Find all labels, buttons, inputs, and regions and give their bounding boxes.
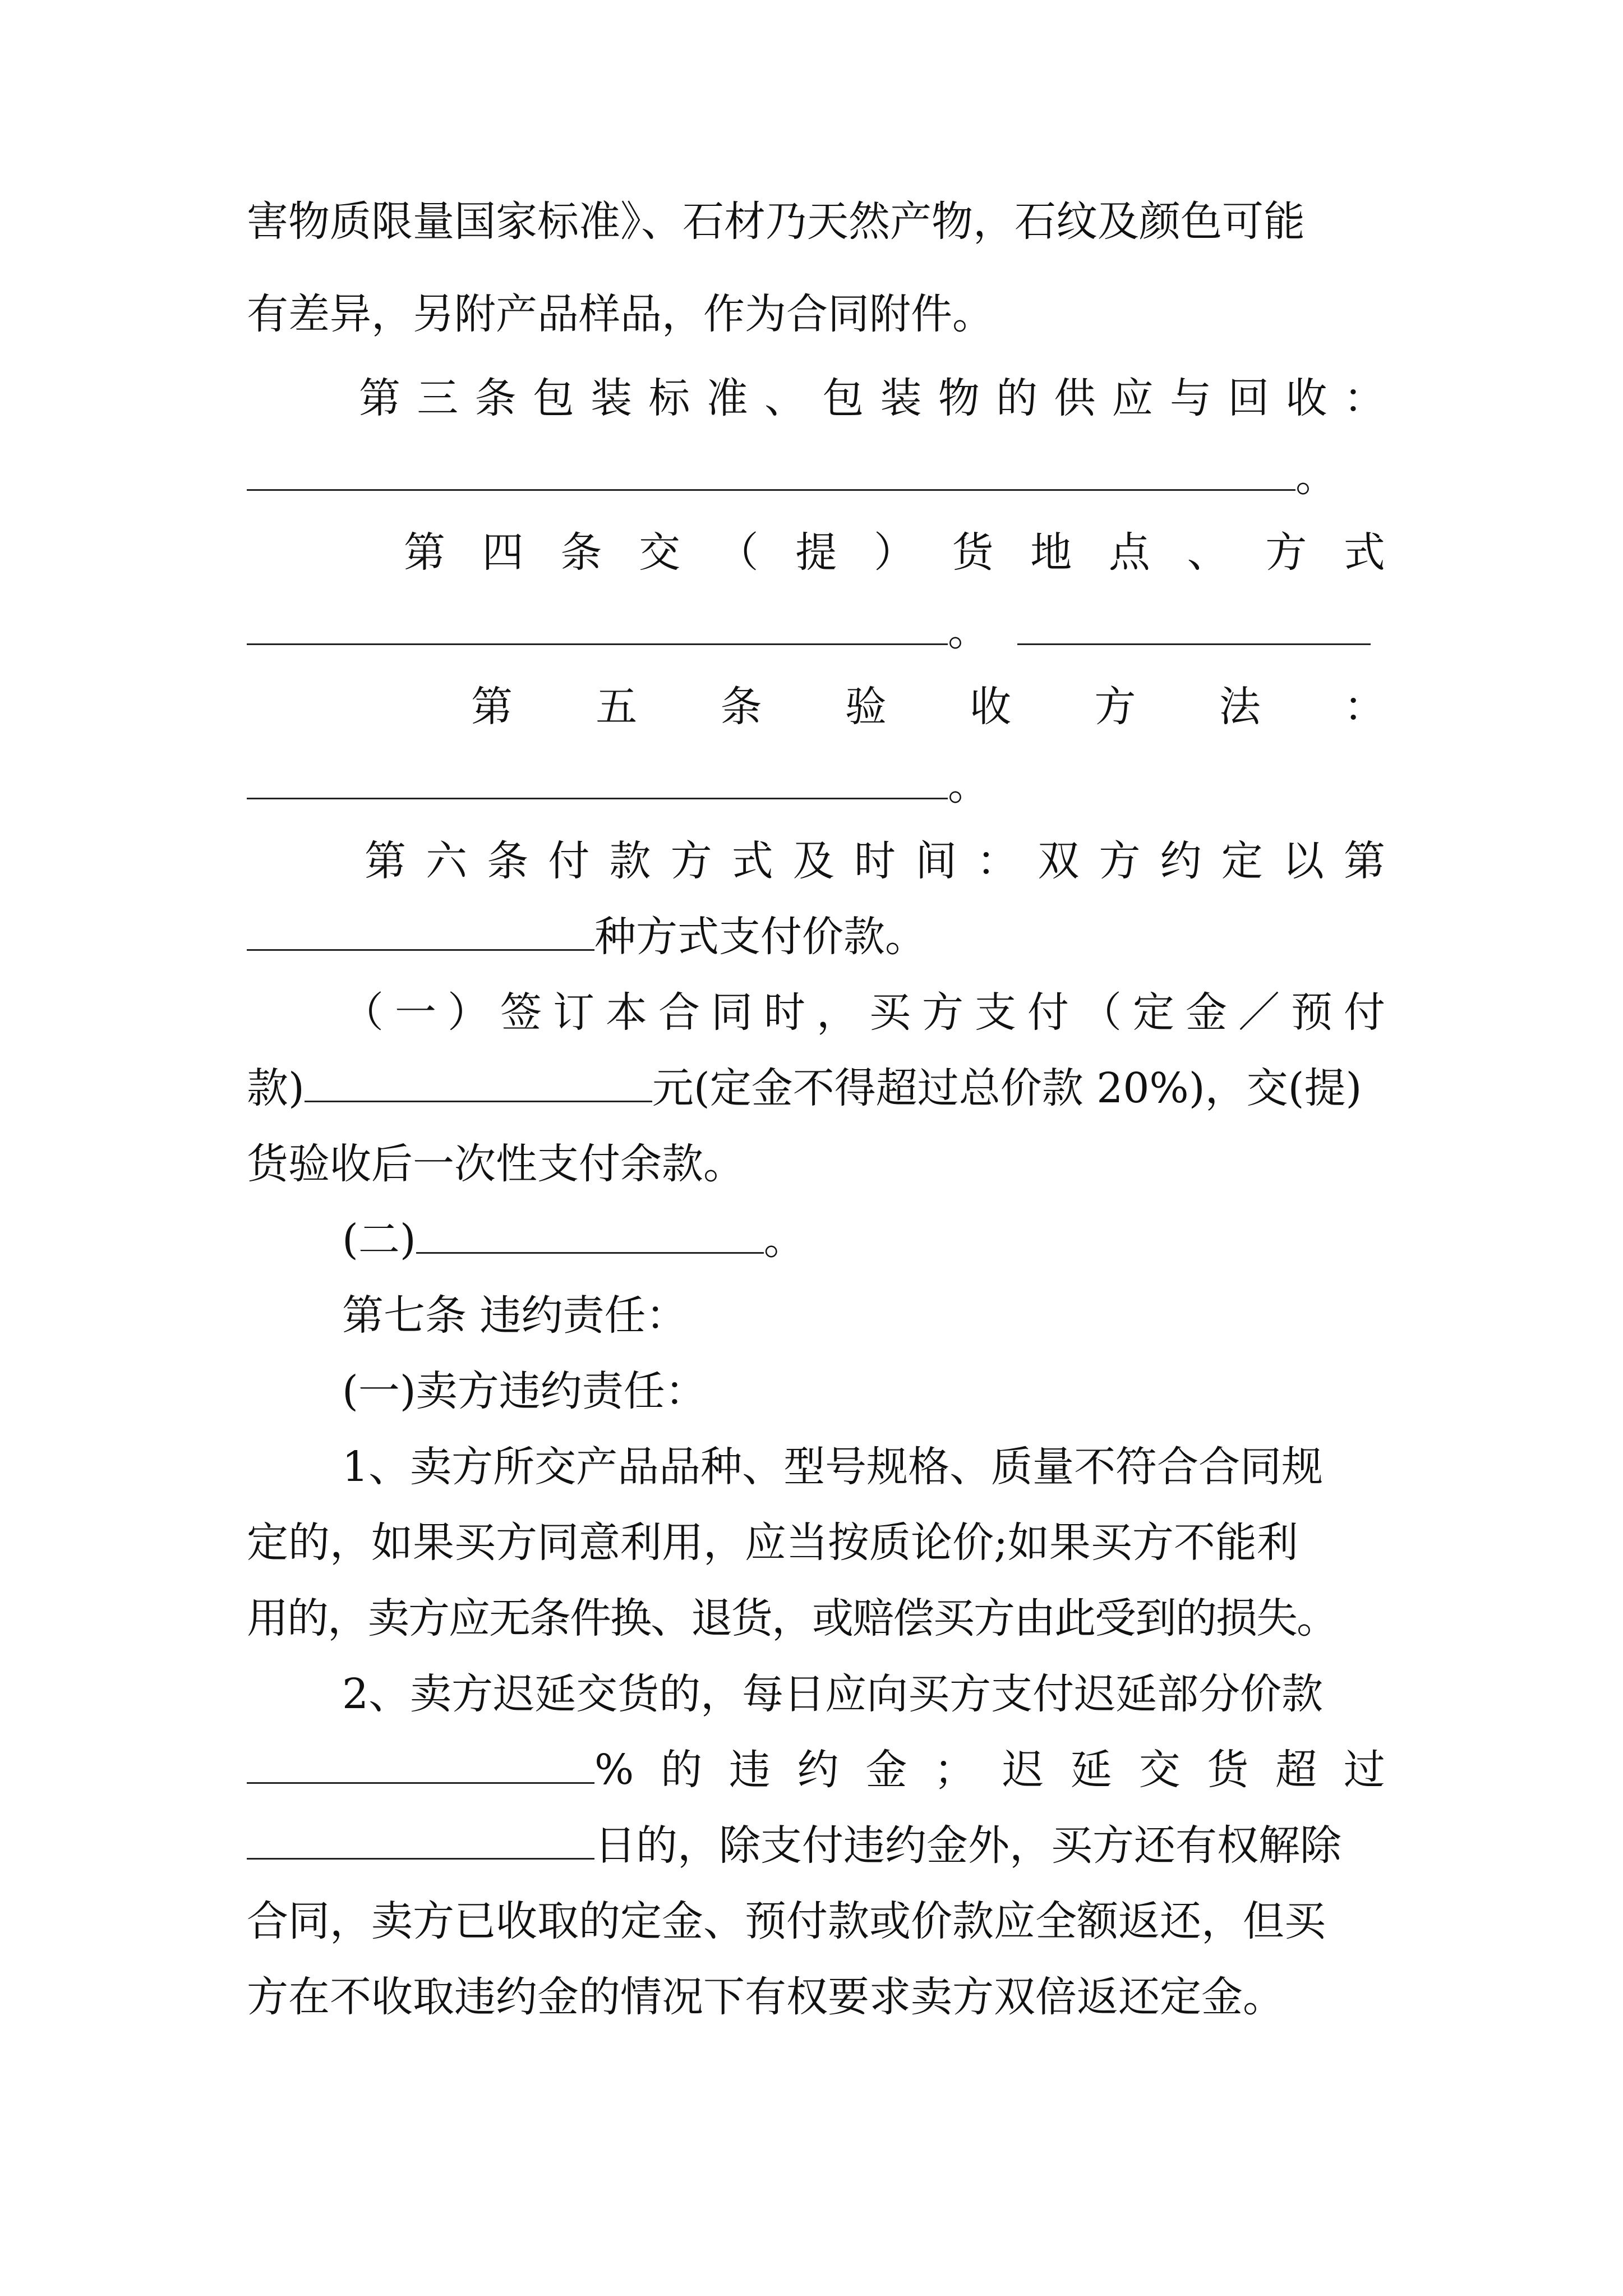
fill-in-blank[interactable] [416,1217,764,1254]
article-6-heading: 第 六 条 付 款 方 式 及 时 间 ： 双 方 约 定 以 第 [365,837,1385,885]
paragraph-text: (二) [342,1216,416,1264]
paragraph-text: % 的 违 约 金 ； 迟 延 交 货 超 过 [594,1746,1385,1794]
article-5-blank-line [247,757,1385,813]
article-4-heading: 第 四 条 交 （ 提 ） 货 地 点 、 方 式 [404,528,1385,577]
paragraph-line: 货验收后一次性支付余款。 [247,1140,745,1188]
period-mark: 。 [763,1216,805,1264]
payment-clause-1: （ 一 ） 签 订 本 合 同 时 ， 买 方 支 付 （ 定 金 ／ 预 付 [342,988,1385,1037]
penalty-line [247,1742,1385,1798]
article-3-heading: 第 三 条 包 装 标 准 、 包 装 物 的 供 应 与 回 收 ： [359,374,1385,422]
paragraph-line: 用的，卖方应无条件换、退货，或赔偿买方由此受到的损失。 [247,1594,1337,1642]
paragraph-line: 2、卖方迟延交货的，每日应向买方支付迟延部分价款 [342,1670,1324,1718]
fill-in-blank[interactable] [247,1823,594,1860]
paragraph-line: 害物质限量国家标准》、石材乃天然产物，石纹及颜色可能 [247,197,1305,246]
fill-in-blank[interactable] [247,763,948,799]
period-mark: 。 [948,761,989,809]
paragraph-line: 合同，卖方已收取的定金、预付款或价款应全额返还，但买 [247,1897,1326,1945]
fill-in-blank[interactable] [247,609,948,645]
article-6-line-2 [247,909,1385,965]
paragraph-line: 方在不收取违约金的情况下有权要求卖方双倍返还定金。 [247,1973,1284,2021]
paragraph-line: 1、卖方所交产品品种、型号规格、质量不符合合同规 [342,1443,1324,1491]
paragraph-line: 定的，如果买方同意利用，应当按质论价;如果买方不能利 [247,1519,1298,1567]
paragraph-text: 日的，除支付违约金外，买方还有权解除 [594,1821,1341,1870]
article-4-blank-line [247,603,1385,659]
article-5-heading: 第 五 条 验 收 方 法 ： [471,683,1385,731]
fill-in-blank[interactable] [1017,609,1371,645]
period-mark: 。 [1295,453,1337,501]
section-heading: (一)卖方违约责任： [342,1367,707,1415]
paragraph-line: 有差异，另附产品样品，作为合同附件。 [247,290,994,338]
paragraph-text: 款) [247,1064,305,1112]
paragraph-text: 种方式支付价款。 [594,913,926,961]
period-mark: 。 [948,607,989,655]
fill-in-blank[interactable] [305,1066,652,1102]
article-3-blank-line [247,449,1385,505]
paragraph-text: 元(定金不得超过总价款 20%)，交(提) [652,1064,1362,1112]
fill-in-blank[interactable] [247,914,594,951]
payment-clause-1-line-2 [247,1060,1385,1116]
penalty-line-2 [247,1818,1385,1874]
fill-in-blank[interactable] [247,454,1295,491]
payment-clause-2 [342,1212,1481,1268]
fill-in-blank[interactable] [247,1747,594,1784]
article-7-heading: 第七条 违约责任： [342,1291,688,1340]
